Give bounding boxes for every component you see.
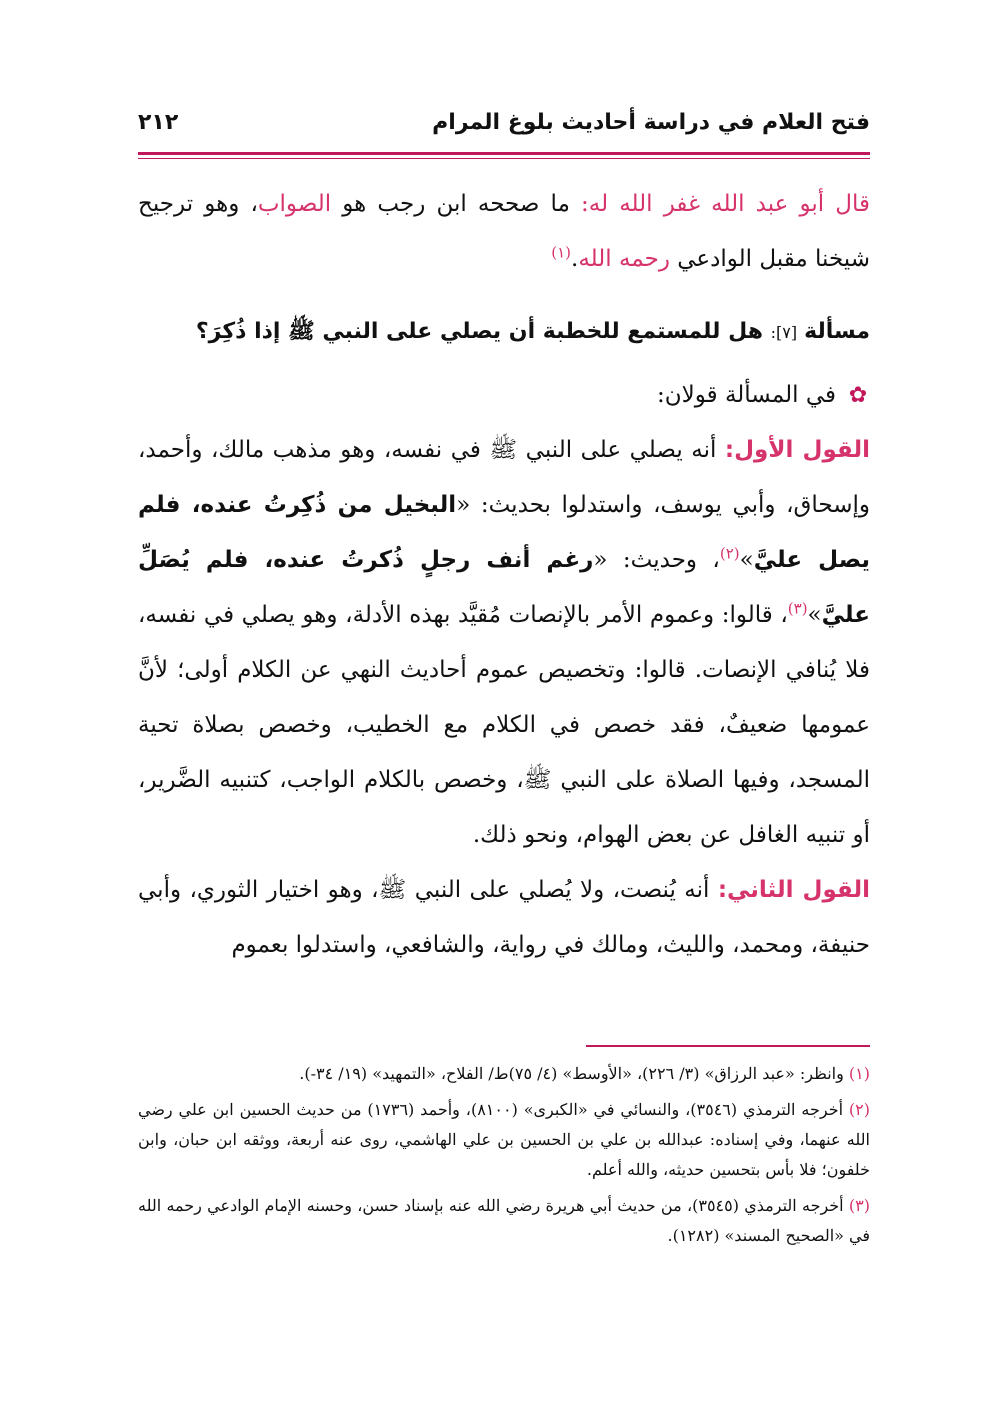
intro-text-1: ما صححه ابن رجب هو: [331, 191, 582, 217]
footnote-ref-3[interactable]: (٣): [787, 599, 808, 618]
qawl-1-text-3: ، وحديث: «: [593, 547, 720, 573]
qawl-1-paragraph: [138, 423, 870, 863]
footnote-ref-2[interactable]: (٢): [719, 544, 740, 563]
qawl-2-label: القول الثاني:: [717, 877, 871, 903]
body-text: [138, 177, 870, 973]
masala-heading: [138, 307, 870, 358]
hadith-2-text: رغم أنف رجلٍ ذُكرتُ عنده، فلم يُصَلِّ عليَّ: [138, 547, 870, 628]
intro-text-2: ، وهو ترجيح شيخنا مقبل الوادعي: [138, 191, 870, 272]
intro-text-3: .: [571, 246, 579, 272]
qawl-1-text-2: »: [739, 547, 754, 573]
header-rule-thin: [138, 158, 870, 159]
page: [138, 110, 871, 1245]
qawl-1-text-1: أنه يصلي على النبي ﷺ في نفسه، وهو مذهب مالك، وأحمد، وإسحاق، وأبي يوسف، واستدلوا بحديث: «: [138, 437, 870, 518]
footnote-1: [138, 1059, 870, 1089]
footnote-2-number: (٢): [848, 1100, 871, 1119]
footnote-separator: [586, 1045, 870, 1047]
hadith-1-text: البخيل من ذُكِرتُ عنده، فلم يصل عليَّ: [138, 492, 870, 573]
footnote-3-number: (٣): [848, 1196, 870, 1215]
footnote-2-text: أخرجه الترمذي (٣٥٤٦)، والنسائي في «الكبرى» (٨١٠٠)، وأحمد (١٧٣٦) من حديث الحسين ابن علي رضي الله عنهما، وفي إسناده: عبدالله بن علي بن الحسين بن علي الهاشمي، روى عنه أربعة، ووثقه ابن حبان، وابن خلفون؛ فلا بأس بتحسين حديثه، والله أعلم.: [138, 1100, 870, 1179]
header-rule-thick: [138, 152, 870, 155]
qawlan-line: [138, 368, 870, 423]
qawl-2-paragraph: [138, 863, 870, 973]
qawl-1-text-4: »: [807, 602, 822, 628]
qawlan-text: في المسألة قولان:: [657, 382, 836, 408]
qawl-1-text-5: ، قالوا: وعموم الأمر بالإنصات مُقيَّد بهذه الأدلة، وهو يصلي في نفسه، فلا يُنافي الإنصات. قالوا: وتخصيص عموم أحاديث النهي عن الكلام أولى؛ لأنَّ عمومها ضعيفٌ، فقد خصص في الكلام مع الخطيب، وخصص بصلاة تحية المسجد، وفيها الصلاة على النبي ﷺ، وخصص بالكلام الواجب، كتنبيه الضَّرير، أو تنبيه الغافل عن بعض الهوام، ونحو ذلك.: [138, 602, 870, 848]
masala-question: هل للمستمع للخطبة أن يصلي على النبي ﷺ إذا ذُكِرَ؟: [195, 319, 771, 344]
footnote-3: [138, 1191, 870, 1251]
footnote-1-text: وانظر: «عبد الرزاق» (٣/ ٢٢٦)، «الأوسط» (٤/ ٧٥)ط/ الفلاح، «التمهيد» (١٩/ ٣٤-).: [299, 1064, 849, 1083]
qawl-1-label: القول الأول:: [724, 437, 871, 463]
author-label: قال أبو عبد الله غفر الله له:: [581, 191, 871, 217]
book-title: فتح العلام في دراسة أحاديث بلوغ المرام: [432, 110, 870, 135]
masala-label: مسألة: [804, 319, 870, 344]
rahimahu-honorific: رحمه الله: [578, 246, 670, 272]
footnote-2: [138, 1095, 870, 1185]
footnote-ref-1[interactable]: (١): [551, 243, 572, 262]
sawab-word: الصواب: [257, 191, 332, 217]
flower-ornament-icon: ✿: [848, 382, 868, 408]
footnotes: [138, 1045, 870, 1257]
footnote-3-text: أخرجه الترمذي (٣٥٤٥)، من حديث أبي هريرة رضي الله عنه بإسناد حسن، وحسنه الإمام الوادعي رحمه الله في «الصحيح المسند» (١٢٨٢).: [138, 1196, 870, 1245]
intro-paragraph: [138, 177, 870, 287]
page-number: ٢١٢: [138, 110, 179, 135]
qawl-2-text: أنه يُنصت، ولا يُصلي على النبي ﷺ، وهو اختيار الثوري، وأبي حنيفة، ومحمد، والليث، ومالك في رواية، والشافعي، واستدلوا بعموم: [138, 877, 870, 958]
running-header: [138, 110, 870, 150]
masala-number: [٧]:: [770, 323, 798, 342]
footnote-1-number: (١): [848, 1064, 870, 1083]
